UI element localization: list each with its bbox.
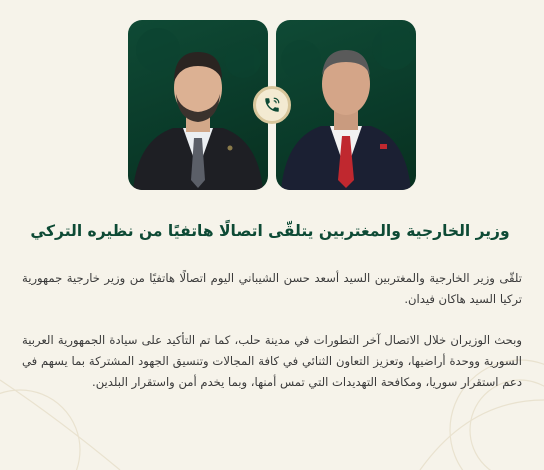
article-paragraph-2: وبحث الوزيران خلال الاتصال آخر التطورات في مدينة حلب، كما تم التأكيد على سيادة الجمهورية العربية السورية ووحدة أراضيها، وتعزيز التعاون الثنائي في كافة المجالات وتنسيق الجهود المشتركة بما يسهم في دعم استقرار سوريا، ومكافحة التهديدات التي تمس أمنها، وبما يخدم أمن واستقرار البلدين.: [22, 333, 522, 389]
turkish-minister-photo: [276, 20, 416, 190]
phone-call-badge: [253, 86, 291, 124]
phone-call-icon: [263, 96, 281, 114]
syrian-minister-photo: [128, 20, 268, 190]
turkish-flag-pin-icon: [380, 144, 387, 149]
portrait-illustration: [276, 20, 416, 190]
lapel-pin-icon: [228, 146, 233, 151]
page-title: وزير الخارجية والمغتربين يتلقّى اتصالًا هاتفيًا من نظيره التركي: [30, 222, 510, 240]
portrait-illustration: [128, 20, 268, 190]
article-paragraph-1: تلقّى وزير الخارجية والمغتربين السيد أسعد حسن الشيباني اليوم اتصالًا هاتفيًا من وزير خارجية جمهورية تركيا السيد هاكان فيدان.: [22, 271, 522, 306]
